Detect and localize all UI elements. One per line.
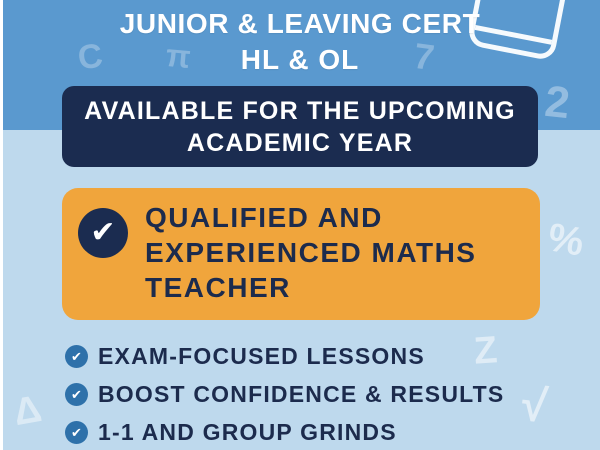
- math-symbol-watermark-delta: Δ: [10, 387, 45, 435]
- feature-checklist: [65, 344, 504, 450]
- math-symbol-watermark-c: C: [75, 36, 106, 78]
- banner-line-1: AVAILABLE FOR THE UPCOMING: [84, 96, 516, 125]
- qualified-teacher-card: [62, 188, 540, 320]
- check-circle-icon: ✔: [65, 345, 88, 368]
- checklist-item-label: EXAM-FOCUSED LESSONS: [98, 342, 425, 369]
- banner-line-2: ACADEMIC YEAR: [186, 128, 414, 157]
- math-symbol-watermark-pi: π: [164, 37, 193, 76]
- check-circle-icon: ✔: [78, 208, 128, 258]
- card-line-1: QUALIFIED AND: [145, 202, 383, 233]
- list-item: [65, 344, 504, 368]
- card-line-3: TEACHER: [145, 272, 291, 303]
- math-symbol-watermark-two: 2: [542, 76, 573, 129]
- math-symbol-watermark-seven: 7: [411, 34, 437, 79]
- check-circle-icon: ✔: [65, 383, 88, 406]
- left-edge-strip: [0, 0, 3, 450]
- checklist-item-label: BOOST CONFIDENCE & RESULTS: [98, 380, 505, 407]
- math-symbol-watermark-z: Z: [472, 329, 499, 373]
- title-line-2: HL & OL: [240, 44, 360, 75]
- math-symbol-watermark-percent: %: [544, 215, 588, 265]
- checklist-item-label: 1-1 AND GROUP GRINDS: [98, 418, 397, 445]
- title-line-1: JUNIOR & LEAVING CERT: [119, 8, 481, 39]
- list-item: [65, 382, 504, 406]
- flyer-title: [0, 6, 600, 78]
- check-circle-icon: ✔: [65, 421, 88, 444]
- math-symbol-watermark-sqrt: √: [519, 377, 550, 433]
- list-item: [65, 420, 504, 444]
- availability-banner: [62, 86, 538, 167]
- qualified-teacher-text: [145, 200, 515, 305]
- card-line-2: EXPERIENCED MATHS: [145, 237, 477, 268]
